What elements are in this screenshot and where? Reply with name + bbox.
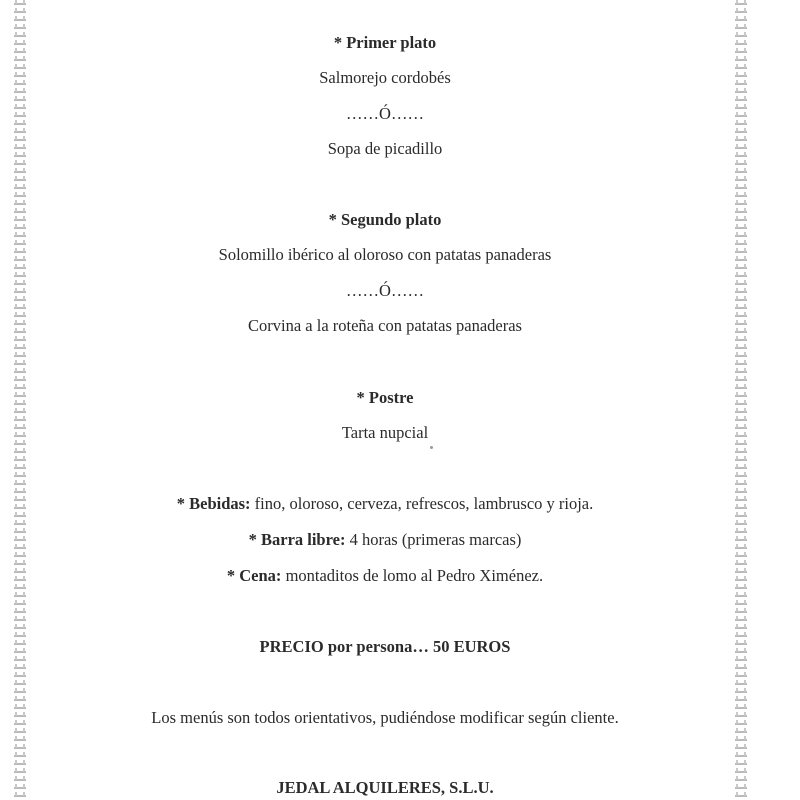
segundo-plato-heading: * Segundo plato (328, 210, 442, 229)
bebidas-line (0, 494, 770, 514)
bebidas-text: fino, oloroso, cerveza, refrescos, lambrusco y rioja. (250, 494, 594, 513)
bebidas-label: * Bebidas: (176, 494, 251, 513)
barra-libre-label: * Barra libre: (248, 530, 346, 549)
company-name: JEDAL ALQUILERES, S.L.U. (276, 778, 494, 797)
segundo-plato-separator: ……Ó…… (346, 281, 424, 300)
segundo-plato-option-1: Solomillo ibérico al oloroso con patatas panaderas (218, 245, 552, 264)
cena-label: * Cena: (226, 566, 282, 585)
primer-plato-option-2: Sopa de picadillo (327, 139, 443, 158)
segundo-plato-option-2: Corvina a la roteña con patatas panaderas (248, 316, 522, 335)
primer-plato-option-1: Salmorejo cordobés (319, 68, 451, 87)
scan-speck (430, 446, 433, 449)
barra-libre-text: 4 horas (primeras marcas) (345, 530, 522, 549)
cena-text: montaditos de lomo al Pedro Ximénez. (281, 566, 544, 585)
cena-line (0, 566, 770, 586)
primer-plato-heading: * Primer plato (333, 33, 437, 52)
price-line: PRECIO por persona… 50 EUROS (259, 637, 511, 656)
barra-libre-line (0, 530, 770, 550)
postre-item: Tarta nupcial (341, 423, 429, 442)
disclaimer-note: Los menús son todos orientativos, pudiéndose modificar según cliente. (151, 708, 619, 727)
primer-plato-separator: ……Ó…… (346, 104, 424, 123)
postre-heading: * Postre (356, 388, 414, 407)
